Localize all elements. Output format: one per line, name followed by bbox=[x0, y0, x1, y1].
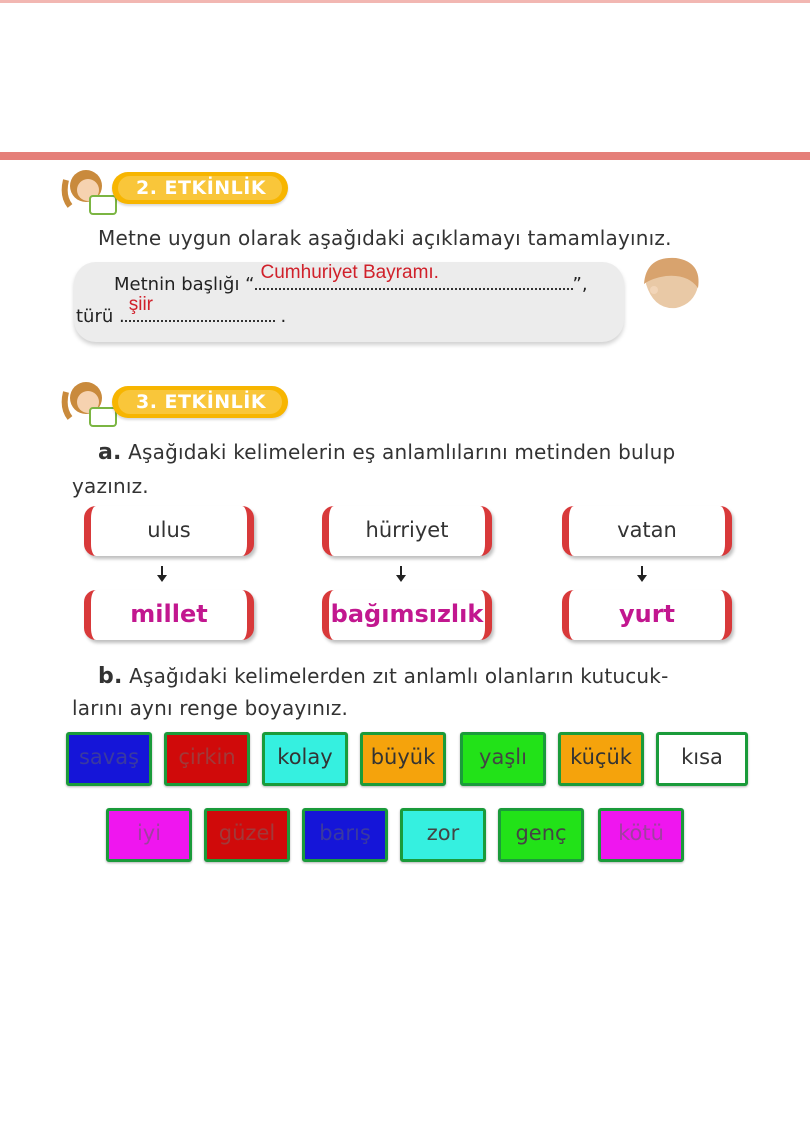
antonym-box[interactable]: büyük bbox=[360, 732, 446, 786]
title-blank bbox=[255, 262, 573, 290]
title-suffix: ”, bbox=[572, 274, 588, 295]
type-suffix: . bbox=[274, 306, 287, 327]
antonym-box[interactable]: kolay bbox=[262, 732, 348, 786]
antonym-box[interactable]: barış bbox=[302, 808, 388, 862]
antonym-box[interactable]: genç bbox=[498, 808, 584, 862]
activity-3-badge bbox=[112, 386, 288, 418]
part-a-letter: a. bbox=[98, 440, 122, 465]
section-divider bbox=[0, 152, 810, 160]
type-answer: şiir bbox=[128, 294, 153, 315]
type-blank bbox=[125, 294, 275, 322]
synonym-word-box: vatan bbox=[562, 506, 732, 556]
part-b-letter: b. bbox=[98, 664, 123, 689]
title-line bbox=[114, 262, 588, 295]
activity-2-instruction: Metne uygun olarak aşağıdaki açıklamayı tamamlayınız. bbox=[98, 226, 672, 250]
arrow-down-icon bbox=[641, 566, 643, 576]
part-b-text: Aşağıdaki kelimelerden zıt anlamlı olanların kutucuk- bbox=[129, 664, 669, 688]
synonym-word-box: hürriyet bbox=[322, 506, 492, 556]
antonym-box[interactable]: yaşlı bbox=[460, 732, 546, 786]
speech-bubble bbox=[74, 262, 624, 342]
antonym-box[interactable]: güzel bbox=[204, 808, 290, 862]
synonym-answer-box: yurt bbox=[562, 590, 732, 640]
activity-2-badge-label: 2. ETKİNLİK bbox=[118, 176, 282, 200]
type-line bbox=[76, 294, 287, 327]
antonym-box[interactable]: kısa bbox=[656, 732, 748, 786]
activity-2-badge bbox=[112, 172, 288, 204]
part-b-line1 bbox=[98, 664, 669, 689]
antonym-box[interactable]: çirkin bbox=[164, 732, 250, 786]
synonym-answer-box: bağımsızlık bbox=[322, 590, 492, 640]
title-prefix: Metnin başlığı “ bbox=[114, 274, 255, 295]
arrow-down-icon bbox=[400, 566, 402, 576]
top-border bbox=[0, 0, 810, 3]
synonym-word-box: ulus bbox=[84, 506, 254, 556]
antonym-box[interactable]: savaş bbox=[66, 732, 152, 786]
title-answer: Cumhuriyet Bayramı. bbox=[260, 262, 439, 283]
part-a-line1 bbox=[98, 440, 675, 465]
arrow-down-icon bbox=[161, 566, 163, 576]
part-b-line2: larını aynı renge boyayınız. bbox=[72, 696, 349, 720]
antonym-box[interactable]: zor bbox=[400, 808, 486, 862]
synonym-answer-box: millet bbox=[84, 590, 254, 640]
antonym-box[interactable]: kötü bbox=[598, 808, 684, 862]
activity-3-badge-label: 3. ETKİNLİK bbox=[118, 390, 282, 414]
girl-face-icon bbox=[636, 254, 706, 316]
type-prefix: türü . bbox=[76, 306, 125, 327]
antonym-box[interactable]: küçük bbox=[558, 732, 644, 786]
part-a-text: Aşağıdaki kelimelerin eş anlamlılarını metinden bulup bbox=[128, 440, 676, 464]
part-a-line2: yazınız. bbox=[72, 474, 149, 498]
antonym-box[interactable]: iyi bbox=[106, 808, 192, 862]
